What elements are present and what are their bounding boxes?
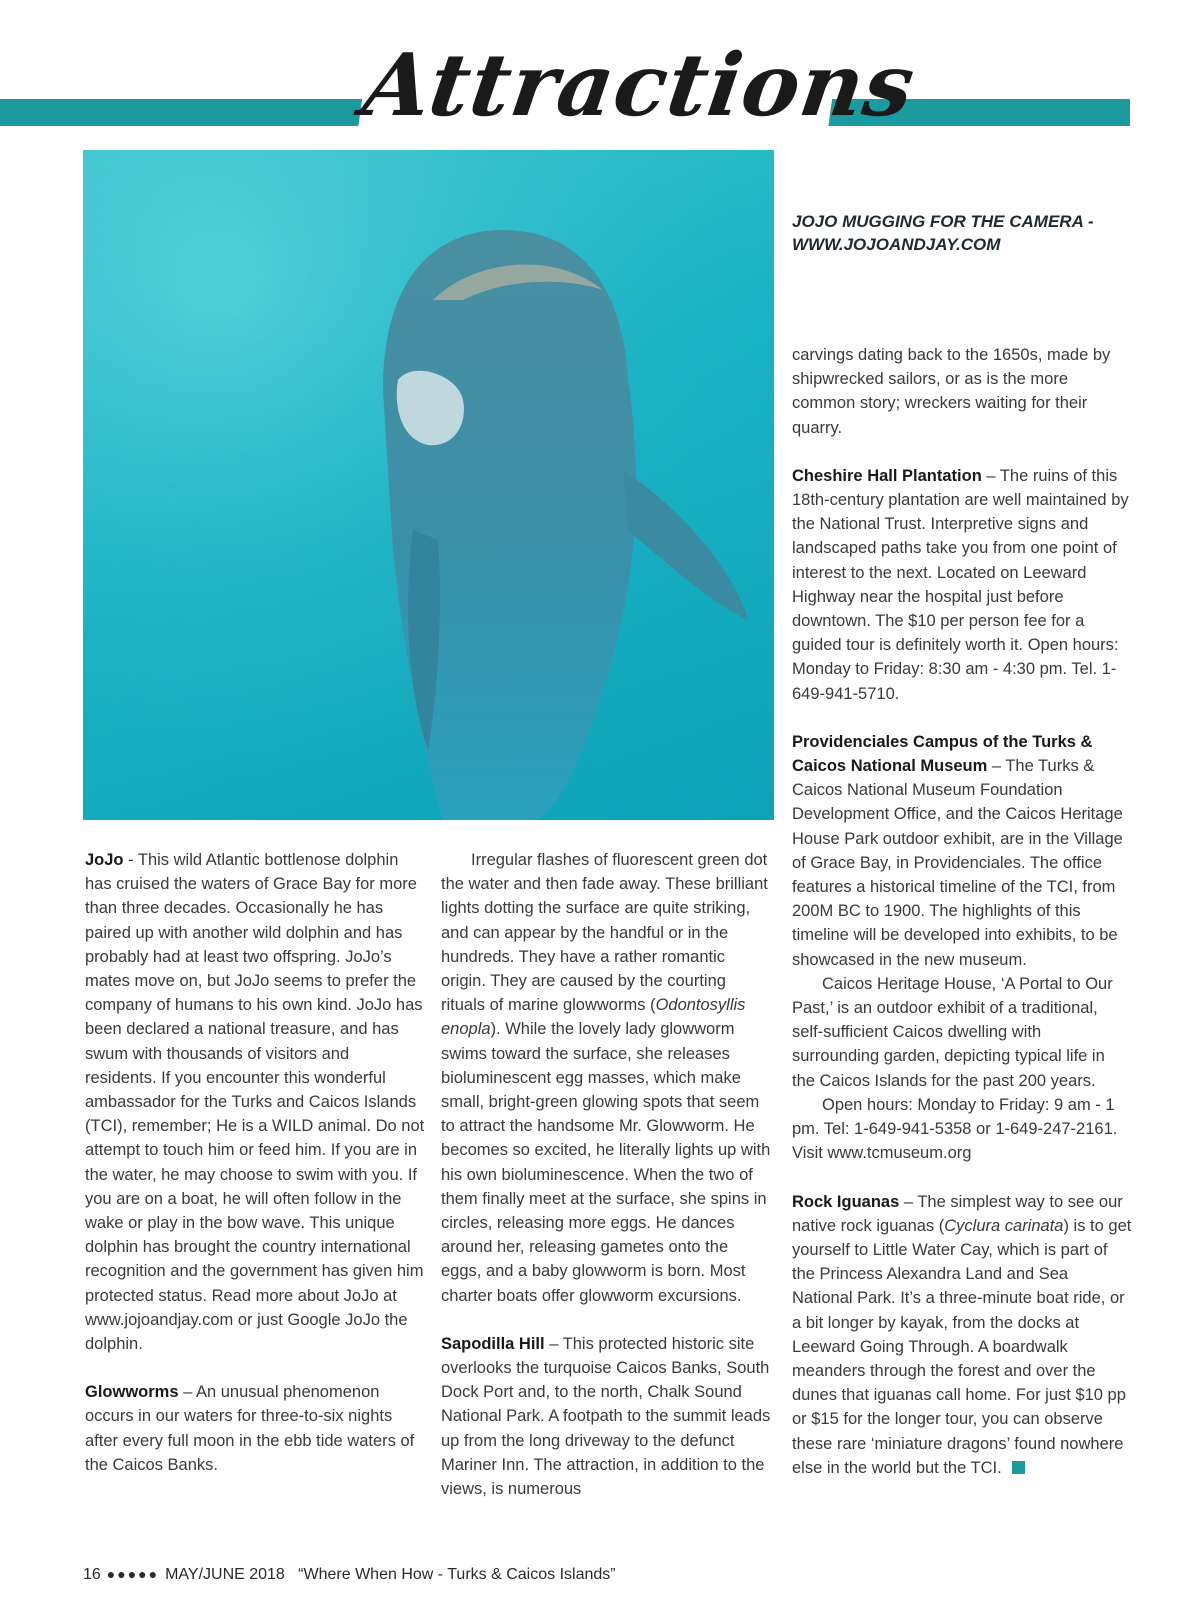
dolphin-photo bbox=[83, 150, 774, 820]
iguana-species: Cyclura carinata bbox=[944, 1216, 1064, 1235]
cheshire-paragraph bbox=[792, 464, 1132, 706]
glowworms-text-a: Irregular flashes of fluorescent green dot the water and then fade away. These brilliant lights dotting the surface are quite striking, and can appear by the handful or in the hundreds. They have a rather romantic origin. They are caused by the courting rituals of marine glowworms ( bbox=[441, 851, 768, 1015]
iguanas-text-a: – The simplest way to see our native rock iguanas ( bbox=[792, 1192, 1123, 1235]
glowworms-heading: Glowworms bbox=[85, 1383, 179, 1402]
paragraph-gap bbox=[441, 1308, 771, 1332]
museum-hours-paragraph: Open hours: Monday to Friday: 9 am - 1 pm. Tel: 1-649-941-5358 or 1-649-247-2161. Visit www.tcmuseum.org bbox=[792, 1095, 1118, 1163]
dolphin-illustration bbox=[83, 150, 774, 820]
iguanas-paragraph bbox=[792, 1190, 1132, 1480]
museum-paragraph bbox=[792, 730, 1132, 972]
column-3 bbox=[792, 343, 1132, 1480]
footer-dots: ●●●●● bbox=[106, 1566, 160, 1582]
photo-caption: JOJO MUGGING FOR THE CAMERA - WWW.JOJOANDJAY.COM bbox=[792, 212, 1094, 254]
paragraph-gap bbox=[792, 706, 1132, 730]
column-2 bbox=[441, 848, 771, 1501]
sapodilla-paragraph bbox=[441, 1332, 771, 1501]
page-footer bbox=[83, 1566, 616, 1584]
glowworms-paragraph bbox=[85, 1380, 425, 1477]
jojo-paragraph bbox=[85, 848, 425, 1356]
museum-heading: Providenciales Campus of the Turks & Caicos National Museum bbox=[792, 732, 1093, 776]
publication-name: “Where When How - Turks & Caicos Islands” bbox=[298, 1566, 616, 1583]
iguanas-heading: Rock Iguanas bbox=[792, 1192, 900, 1211]
glowworms-text: – An unusual phenomenon occurs in our waters for three-to-six nights after every full moon in the ebb tide waters of the Caicos Banks. bbox=[85, 1383, 415, 1474]
paragraph-gap bbox=[792, 1166, 1132, 1190]
page-number: 16 bbox=[83, 1566, 101, 1583]
glowworms-paragraph-2 bbox=[441, 848, 771, 1308]
paragraph-gap bbox=[792, 440, 1132, 464]
cheshire-text: – The ruins of this 18th-century plantation are well maintained by the National Trust. Interpretive signs and landscaped paths take you from one point of interest to the next. Located on Leeward Highway near the hospital just before downtown. The $10 per person fee for a guided tour is definitely worth it. Open hours: Monday to Friday: 8:30 am - 4:30 pm. Tel. 1-649-941-5710. bbox=[792, 466, 1129, 703]
jojo-text: - This wild Atlantic bottlenose dolphin has cruised the waters of Grace Bay for more than three decades. Occasionally he has paired up with another wild dolphin and has probably had at least two offspring. JoJo’s mates move on, but JoJo seems to prefer the company of humans to his own kind. JoJo has been declared a national treasure, and has swum with thousands of visitors and residents. If you encounter this wonderful ambassador for the Turks and Caicos Islands (TCI), remember; He is a WILD animal. Do not attempt to touch him or feed him. If you are in the water, he may choose to swim with you. If you are on a boat, he will often follow in the wake or play in the bow wave. This unique dolphin has brought the country international recognition and the government has given him protected status. Read more about JoJo at www.jojoandjay.com or just Google JoJo the dolphin. bbox=[85, 851, 425, 1354]
paragraph-gap bbox=[85, 1356, 425, 1380]
museum-text: – The Turks & Caicos National Museum Foundation Development Office, and the Caicos Heritage House Park outdoor exhibit, are in the Village of Grace Bay, in Providenciales. The office features a historical timeline of the TCI, from 200M BC to 1900. The highlights of this timeline will be developed into exhibits, to be showcased in the new museum. bbox=[792, 757, 1123, 969]
glowworms-text-b: ). While the lovely lady glowworm swims toward the surface, she releases bioluminescent egg masses, which make small, bright-green glowing spots that seem to attract the handsome Mr. Glowworm. He becomes so excited, he literally lights up with his own bioluminescence. When the two of them finally meet at the surface, she spins in circles, releasing more eggs. He dances around her, releasing gametes onto the eggs, and a baby glowworm is born. Most charter boats offer glowworm excursions. bbox=[441, 1020, 771, 1305]
issue-date: MAY/JUNE 2018 bbox=[165, 1566, 285, 1583]
sapodilla-continued: carvings dating back to the 1650s, made by shipwrecked sailors, or as is the more common story; wreckers waiting for their quarry. bbox=[792, 346, 1111, 437]
end-mark-square-icon bbox=[1012, 1461, 1025, 1474]
sapodilla-text: – This protected historic site overlooks the turquoise Caicos Banks, South Dock Port and, to the north, Chalk Sound National Park. A footpath to the summit leads up from the long driveway to the defunct Mariner Inn. The attraction, in addition to the views, is numerous bbox=[441, 1334, 771, 1499]
glowworm-species: Odontosyllis enopla bbox=[441, 996, 746, 1039]
jojo-heading: JoJo bbox=[85, 851, 124, 869]
sapodilla-heading: Sapodilla Hill bbox=[441, 1334, 545, 1353]
column-1 bbox=[85, 848, 425, 1477]
iguanas-text-b: ) is to get yourself to Little Water Cay, which is part of the Princess Alexandra Land and Sea National Park. It’s a three-minute boat ride, or a bit longer by kayak, from the docks at Leeward Going Through. A boardwalk meanders through the forest and over the dunes that iguanas call home. For just $10 pp or $15 for the longer tour, you can observe these rare ‘miniature dragons’ found nowhere else in the world but the TCI. bbox=[792, 1216, 1132, 1477]
cheshire-heading: Cheshire Hall Plantation bbox=[792, 466, 982, 485]
heritage-house-paragraph: Caicos Heritage House, ‘A Portal to Our Past,’ is an outdoor exhibit of a traditional, self-sufficient Caicos dwelling with surrounding garden, depicting typical life in the Caicos Islands for the past 200 years. bbox=[792, 974, 1113, 1090]
section-title: Attractions bbox=[356, 26, 843, 146]
